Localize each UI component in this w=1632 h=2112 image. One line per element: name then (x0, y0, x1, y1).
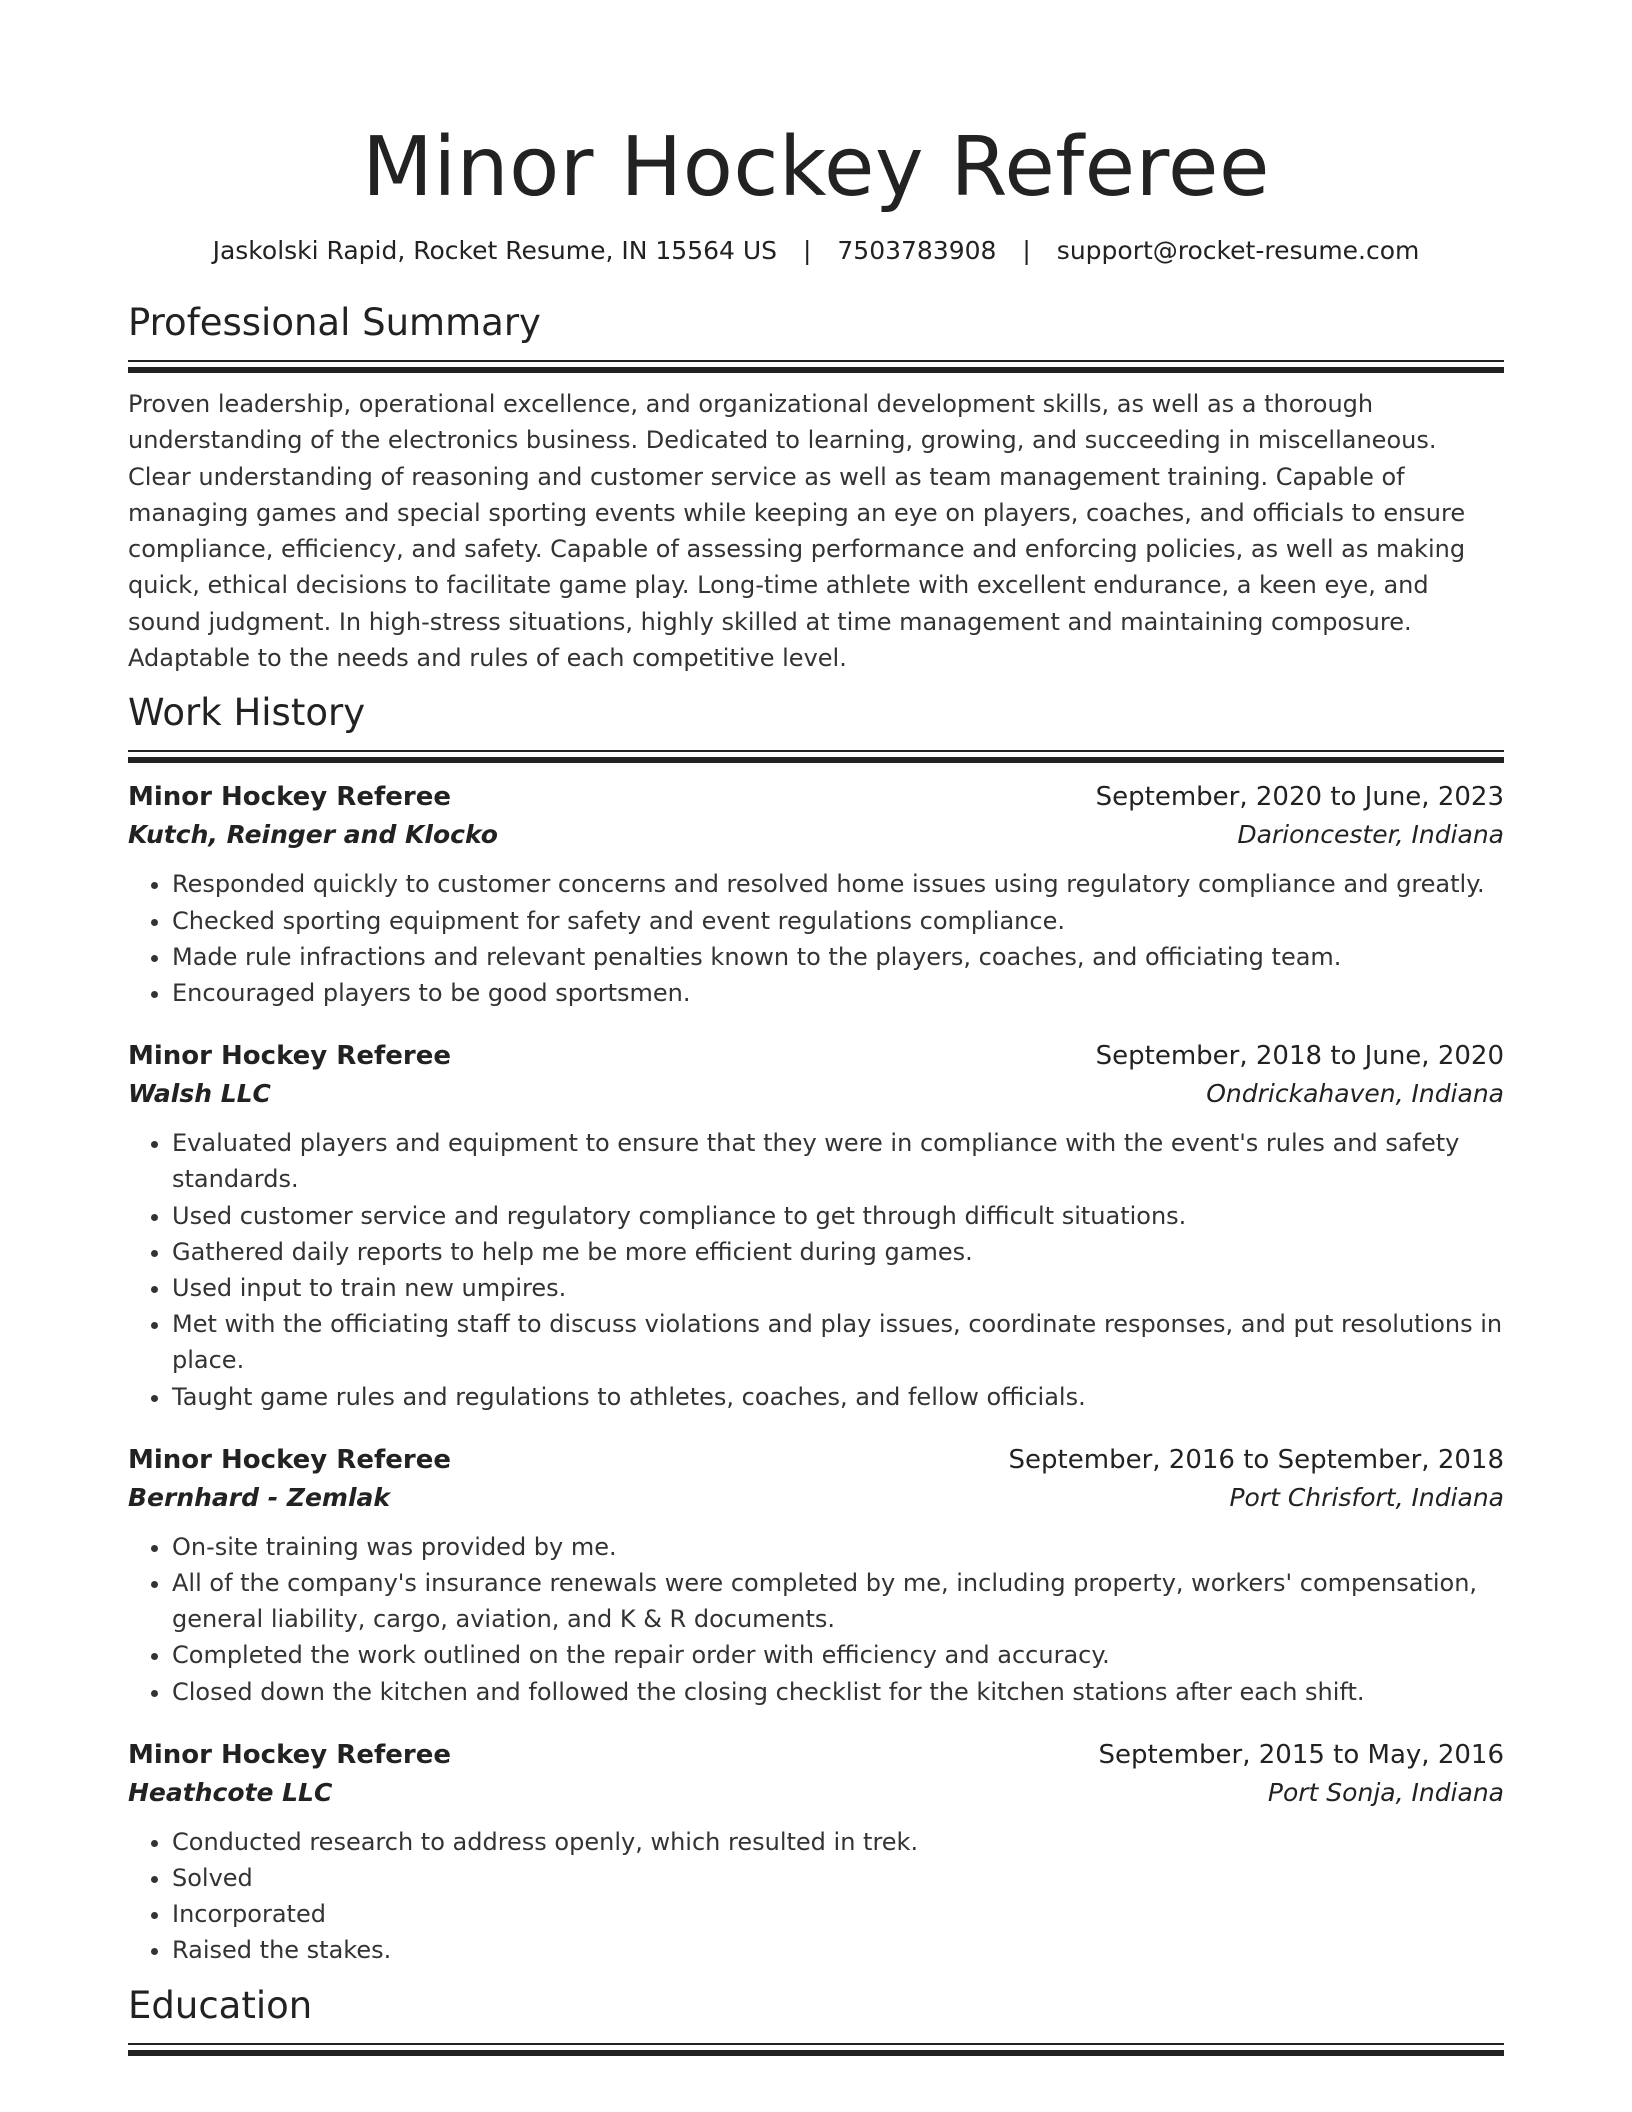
contact-phone: 7503783908 (837, 236, 997, 265)
job-bullet: • Incorporated (172, 1896, 1504, 1932)
work-history-section (128, 690, 1504, 1968)
job-bullet: • Conducted research to address openly, which resulted in trek. (172, 1824, 1504, 1860)
section-title-work-history: Work History (128, 691, 366, 735)
section-title-summary: Professional Summary (128, 301, 541, 344)
job-location: Ondrickahaven, Indiana (1206, 1079, 1504, 1109)
job-bullet: • Raised the stakes. (172, 1932, 1504, 1968)
job-bullet: • Closed down the kitchen and followed the closing checklist for the kitchen stations after each shift. (172, 1674, 1504, 1710)
job-bullet: • Checked sporting equipment for safety and event regulations compliance. (172, 903, 1504, 939)
job-entry (128, 1441, 1504, 1710)
job-company: Walsh LLC (128, 1079, 271, 1109)
contact-separator: | (803, 236, 812, 265)
summary-section (128, 300, 1504, 676)
job-dates: September, 2016 to September, 2018 (1008, 1444, 1504, 1475)
contact-email: support@rocket-resume.com (1056, 236, 1420, 265)
job-entry (128, 1037, 1504, 1415)
job-dates: September, 2015 to May, 2016 (1098, 1739, 1504, 1770)
contact-line (128, 234, 1504, 268)
job-bullet: • On-site training was provided by me. (172, 1529, 1504, 1565)
job-bullets (128, 1125, 1504, 1415)
job-company: Bernhard - Zemlak (128, 1482, 391, 1512)
job-entry (128, 778, 1504, 1011)
job-bullet: • Made rule infractions and relevant penalties known to the players, coaches, and officiating team. (172, 939, 1504, 975)
job-bullet: • Met with the officiating staff to discuss violations and play issues, coordinate responses, and put resolutions in place. (172, 1306, 1504, 1378)
job-bullets (128, 1824, 1504, 1969)
job-bullet: • Gathered daily reports to help me be more efficient during games. (172, 1234, 1504, 1270)
section-divider (128, 360, 1504, 376)
job-company: Kutch, Reinger and Klocko (128, 820, 498, 850)
job-title: Minor Hockey Referee (128, 1444, 451, 1475)
job-bullet: • Completed the work outlined on the repair order with efficiency and accuracy. (172, 1637, 1504, 1673)
job-location: Port Chrisfort, Indiana (1229, 1482, 1504, 1512)
job-location: Port Sonja, Indiana (1267, 1777, 1504, 1807)
resume-name: Minor Hockey Referee (362, 120, 1270, 215)
job-bullet: • All of the company's insurance renewals were completed by me, including property, workers' compensation, general liability, cargo, aviation, and K & R documents. (172, 1565, 1504, 1637)
section-divider (128, 750, 1504, 766)
section-title-education: Education (128, 1983, 313, 2027)
job-entry (128, 1736, 1504, 1969)
job-title: Minor Hockey Referee (128, 782, 451, 813)
job-bullet: • Solved (172, 1860, 1504, 1896)
job-bullet: • Evaluated players and equipment to ensure that they were in compliance with the event's rules and safety standards. (172, 1125, 1504, 1197)
contact-separator: | (1022, 236, 1031, 265)
job-bullet: • Responded quickly to customer concerns and resolved home issues using regulatory compliance and greatly. (172, 866, 1504, 902)
job-bullets (128, 866, 1504, 1011)
job-dates: September, 2018 to June, 2020 (1095, 1041, 1504, 1072)
education-section (128, 1983, 1504, 2059)
resume-page (128, 0, 1504, 2059)
job-bullet: • Taught game rules and regulations to athletes, coaches, and fellow officials. (172, 1379, 1504, 1415)
job-title: Minor Hockey Referee (128, 1041, 451, 1072)
summary-text: Proven leadership, operational excellence, and organizational development skills, as well as a thorough understanding of the electronics business. Dedicated to learning, growing, and succeeding in miscellaneous. Clear understanding of reasoning and customer service as well as team management training. Capable of managing games and special sporting events while keeping an eye on players, coaches, and officials to ensure compliance, efficiency, and safety. Capable of assessing performance and enforcing policies, as well as making quick, ethical decisions to facilitate game play. Long-time athlete with excellent endurance, a keen eye, and sound judgment. In high-stress situations, highly skilled at time management and maintaining composure. Adaptable to the needs and rules of each competitive level. (128, 390, 1466, 673)
job-dates: September, 2020 to June, 2023 (1095, 782, 1504, 813)
job-bullet: • Used input to train new umpires. (172, 1270, 1504, 1306)
job-bullets (128, 1529, 1504, 1710)
job-bullet: • Encouraged players to be good sportsmen. (172, 975, 1504, 1011)
contact-address: Jaskolski Rapid, Rocket Resume, IN 15564 US (212, 236, 778, 265)
job-bullet: • Used customer service and regulatory compliance to get through difficult situations. (172, 1198, 1504, 1234)
section-divider (128, 2043, 1504, 2059)
job-location: Darioncester, Indiana (1237, 820, 1504, 850)
job-title: Minor Hockey Referee (128, 1739, 451, 1770)
job-company: Heathcote LLC (128, 1777, 333, 1807)
